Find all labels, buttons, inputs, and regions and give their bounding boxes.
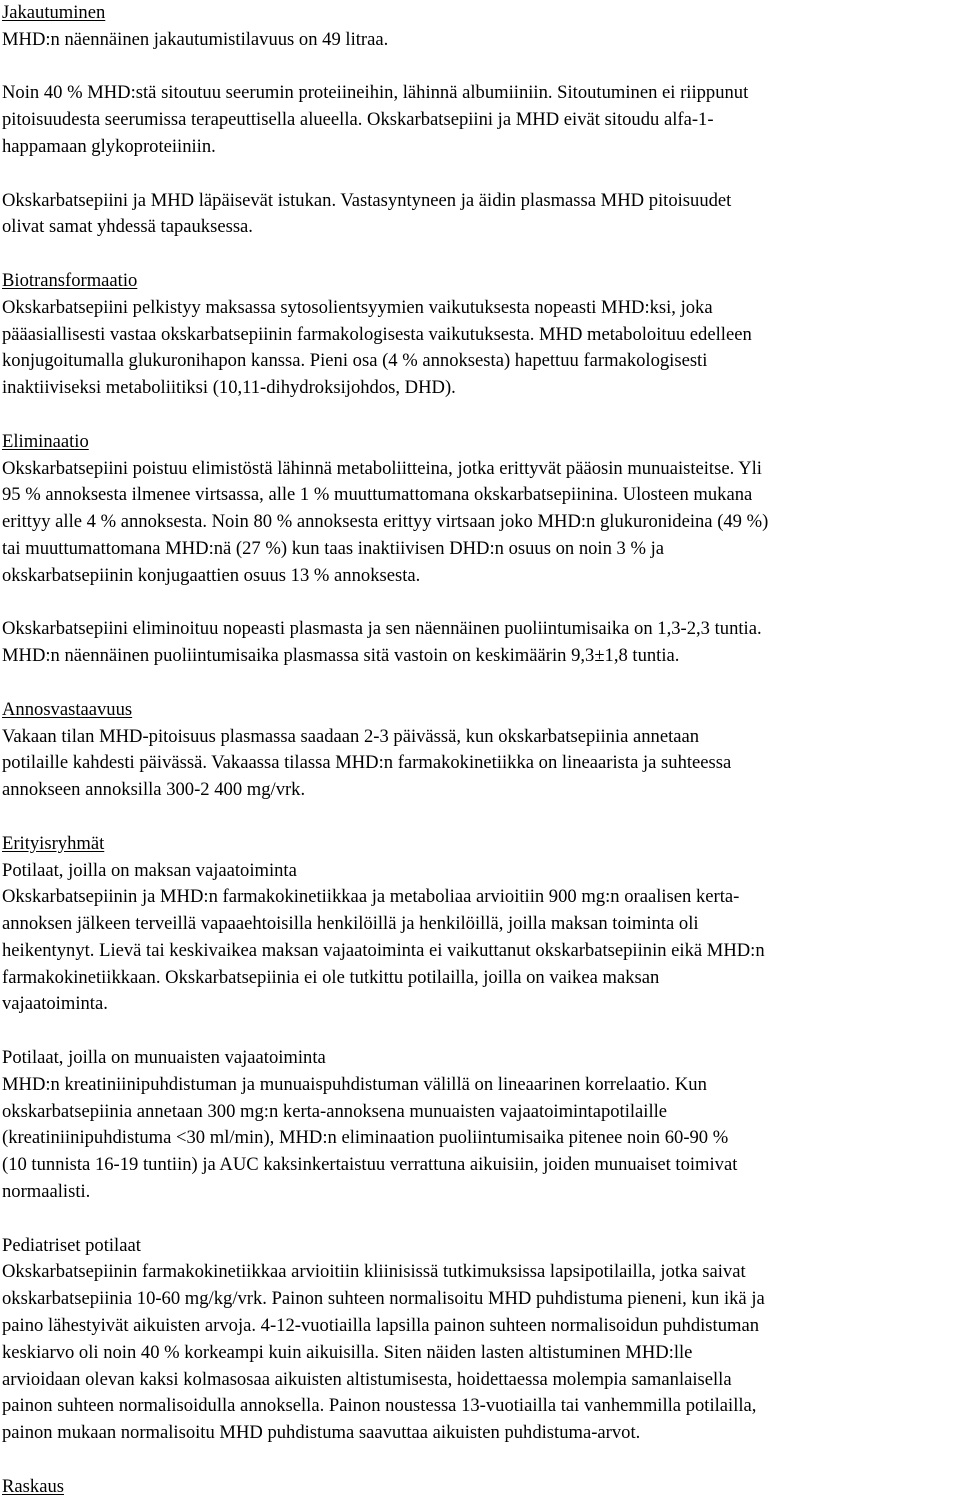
text-line: normaalisti. xyxy=(2,1181,91,1203)
text-line: okskarbatsepiinin konjugaattien osuus 13 % annoksesta. xyxy=(2,564,421,586)
text-line: Vakaan tilan MHD-pitoisuus plasmassa saadaan 2-3 päivässä, kun okskarbatsepiinia annetaan xyxy=(2,725,700,747)
text-line: arvioidaan olevan kaksi kolmasosaa aikuisten altistumisesta, hoidettaessa molempia samanlaisella xyxy=(2,1368,732,1390)
paragraph xyxy=(2,188,958,242)
text-line: painon suhteen normalisoidulla annoksella. Painon noustessa 13-vuotiailla tai vanhemmilla potilailla, xyxy=(2,1395,757,1417)
paragraph-spacer xyxy=(2,161,958,188)
text-line: vajaatoiminta. xyxy=(2,993,108,1015)
text-line: 95 % annoksesta ilmenee virtsassa, alle 1 % muuttumattomana okskarbatsepiinina. Ulosteen mukana xyxy=(2,484,753,506)
text-line: Okskarbatsepiini eliminoituu nopeasti plasmasta ja sen näennäinen puoliintumisaika on 1,3-2,3 tuntia. xyxy=(2,618,762,640)
section-heading: Biotransformaatio xyxy=(2,269,138,291)
text-line: konjugoitumalla glukuronihapon kanssa. Pieni osa (4 % annoksesta) hapettuu farmakologisesti xyxy=(2,350,708,372)
section-spacer xyxy=(2,241,958,268)
section-spacer xyxy=(2,1447,958,1474)
text-line: Okskarbatsepiini pelkistyy maksassa sytosolientsyymien vaikutuksesta nopeasti MHD:ksi, joka xyxy=(2,296,713,318)
text-line: Okskarbatsepiini poistuu elimistöstä lähinnä metaboliitteina, jotka erittyvät pääosin munuaisteitse. Yli xyxy=(2,457,762,479)
text-line: annoksen jälkeen terveillä vapaaehtoisilla henkilöillä ja henkilöillä, joilla maksan toiminta oli xyxy=(2,913,699,935)
text-line: Pediatriset potilaat xyxy=(2,1234,141,1256)
text-line: annokseen annoksilla 300-2 400 mg/vrk. xyxy=(2,779,306,801)
text-line: Okskarbatsepiinin farmakokinetiikkaa arvioitiin kliinisissä tutkimuksissa lapsipotilailla, jotka saivat xyxy=(2,1261,746,1283)
section-spacer xyxy=(2,402,958,429)
paragraph-spacer xyxy=(2,590,958,617)
text-line: olivat samat yhdessä tapauksessa. xyxy=(2,216,253,238)
text-line: paino lähestyivät aikuisten arvoja. 4-12-vuotiailla lapsilla painon suhteen normalisoidun puhdistuman xyxy=(2,1315,760,1337)
paragraph xyxy=(2,27,958,54)
text-line: tai muuttumattomana MHD:nä (27 %) kun taas inaktiivisen DHD:n osuus on noin 3 % ja xyxy=(2,537,665,559)
section-spacer xyxy=(2,804,958,831)
text-line: pitoisuudesta seerumissa terapeuttisella alueella. Okskarbatsepiini ja MHD eivät sitoudu alfa-1- xyxy=(2,109,714,131)
paragraph xyxy=(2,456,958,590)
document-section xyxy=(2,268,958,402)
section-heading: Erityisryhmät xyxy=(2,832,105,854)
paragraph xyxy=(2,724,958,804)
text-line: (kreatiniinipuhdistuma <30 ml/min), MHD:n eliminaation puoliintumisaika pitenee noin 60-90 % xyxy=(2,1127,729,1149)
paragraph xyxy=(2,1233,958,1447)
section-spacer xyxy=(2,670,958,697)
section-heading: Eliminaatio xyxy=(2,430,89,452)
paragraph xyxy=(2,295,958,402)
document-section xyxy=(2,697,958,804)
text-line: keskiarvo oli noin 40 % korkeampi kuin aikuisilla. Siten näiden lasten altistuminen MHD:lle xyxy=(2,1341,693,1363)
paragraph xyxy=(2,1045,958,1206)
section-heading: Raskaus xyxy=(2,1475,64,1497)
paragraph-spacer xyxy=(2,1206,958,1233)
text-line: Okskarbatsepiinin ja MHD:n farmakokinetiikkaa ja metaboliaa arvioitiin 900 mg:n oraalisen kerta- xyxy=(2,886,740,908)
section-heading: Jakautuminen xyxy=(2,2,106,23)
document-section xyxy=(2,1474,958,1501)
paragraph xyxy=(2,858,958,1019)
text-line: pääasiallisesti vastaa okskarbatsepiinin farmakologisesta vaikutuksesta. MHD metaboloituu edelleen xyxy=(2,323,752,345)
text-line: heikentynyt. Lievä tai keskivaikea maksan vajaatoiminta ei vaikuttanut okskarbatsepiinin eikä MHD:n xyxy=(2,939,765,961)
text-line: MHD:n näennäinen jakautumistilavuus on 49 litraa. xyxy=(2,28,389,50)
document-section xyxy=(2,429,958,670)
text-line: (10 tunnista 16-19 tuntiin) ja AUC kaksinkertaistuu verrattuna aikuisiin, joiden munuaiset toimivat xyxy=(2,1154,738,1176)
document-section xyxy=(2,831,958,1447)
text-line: Noin 40 % MHD:stä sitoutuu seerumin proteiineihin, lähinnä albumiiniin. Sitoutuminen ei riippunut xyxy=(2,82,749,104)
text-line: farmakokinetiikkaan. Okskarbatsepiinia ei ole tutkittu potilailla, joilla on vaikea maksan xyxy=(2,966,660,988)
text-line: happamaan glykoproteiiniin. xyxy=(2,135,216,157)
text-line: Okskarbatsepiini ja MHD läpäisevät istukan. Vastasyntyneen ja äidin plasmassa MHD pitoisuudet xyxy=(2,189,732,211)
section-heading: Annosvastaavuus xyxy=(2,698,133,720)
document-section xyxy=(2,0,958,241)
text-line: Potilaat, joilla on munuaisten vajaatoiminta xyxy=(2,1047,326,1069)
text-line: painon mukaan normalisoitu MHD puhdistuma saavuttaa aikuisten puhdistuma-arvot. xyxy=(2,1422,641,1444)
text-line: MHD:n näennäinen puoliintumisaika plasmassa sitä vastoin on keskimäärin 9,3±1,8 tuntia. xyxy=(2,645,680,667)
text-line: okskarbatsepiinia 10-60 mg/kg/vrk. Painon suhteen normalisoitu MHD puhdistuma pieneni, kun ikä ja xyxy=(2,1288,765,1310)
text-line: Potilaat, joilla on maksan vajaatoiminta xyxy=(2,859,297,881)
paragraph-spacer xyxy=(2,54,958,81)
paragraph xyxy=(2,616,958,670)
paragraph xyxy=(2,80,958,160)
text-line: MHD:n kreatiniinipuhdistuman ja munuaispuhdistuman välillä on lineaarinen korrelaatio. Kun xyxy=(2,1073,707,1095)
text-line: inaktiiviseksi metaboliitiksi (10,11-dihydroksijohdos, DHD). xyxy=(2,377,456,399)
text-line: potilaille kahdesti päivässä. Vakaassa tilassa MHD:n farmakokinetiikka on lineaarista ja suhteessa xyxy=(2,752,732,774)
paragraph-spacer xyxy=(2,1018,958,1045)
text-line: okskarbatsepiinia annetaan 300 mg:n kerta-annoksena munuaisten vajaatoimintapotilaille xyxy=(2,1100,668,1122)
text-line: erittyy alle 4 % annoksesta. Noin 80 % annoksesta erittyy virtsaan joko MHD:n glukuronideina (49 %) xyxy=(2,511,769,533)
